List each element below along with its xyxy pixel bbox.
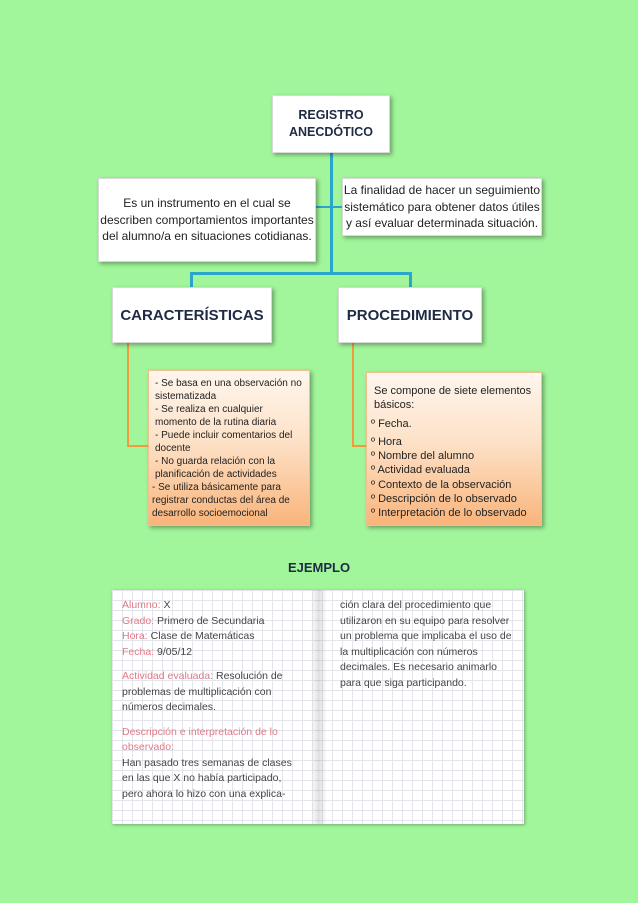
characteristics-title: CARACTERÍSTICAS — [120, 306, 264, 324]
notebook-right-page — [340, 598, 512, 691]
root-title-line2: ANECDÓTICO — [288, 125, 374, 139]
characteristics-heading — [112, 287, 272, 343]
grado-line — [122, 614, 302, 630]
definition-right-text: La finalidad de hacer un seguimiento sistemático para obtener datos útiles y así evaluar determinada situación. — [343, 182, 541, 231]
root-title-line1: REGISTRO — [298, 108, 364, 123]
characteristic-item: - No guarda relación con la planificación de actividades — [155, 456, 277, 480]
connector-to-right-def — [333, 206, 342, 208]
root-node — [272, 95, 390, 153]
definition-left-text: Es un instrumento en el cual se describen comportamientos importantes del alumno/a en situaciones cotidianas. — [100, 195, 314, 244]
hora-value: Clase de Matemáticas — [147, 630, 255, 642]
branch-right-vertical — [352, 343, 354, 447]
hora-label: Hora: — [122, 630, 148, 642]
procedure-item: º Descripción de lo observado — [371, 493, 517, 506]
connector-to-left-def — [316, 206, 330, 208]
alumno-line — [122, 598, 302, 614]
actividad-value: Resolución de problemas de multiplicación con números decimales. — [122, 670, 283, 713]
notebook-left-page — [122, 598, 302, 802]
descripcion-continuation: ción clara del procedimiento que utilizaron en su equipo para resolver un problema que implicaba el uso de la multiplicación con números decimales. Es necesario animarlo para que siga participando. — [340, 599, 512, 689]
procedure-item: º Fecha. — [371, 417, 412, 430]
procedure-intro: Se compone de siete elementos básicos: — [374, 385, 532, 412]
branch-left-vertical — [127, 343, 129, 447]
branch-right-horizontal — [352, 445, 366, 447]
descripcion-label: Descripción e interpretación de lo observado: — [122, 725, 278, 753]
notebook-fold — [311, 590, 327, 824]
connector-left-down — [190, 272, 193, 287]
fecha-value: 9/05/12 — [154, 645, 193, 658]
grado-label: Grado: — [122, 614, 155, 627]
characteristics-list — [148, 370, 310, 526]
definition-right-box — [342, 178, 542, 236]
characteristic-item: - Se basa en una observación no sistematizada — [155, 378, 302, 402]
procedure-item: º Nombre del alumno — [371, 450, 475, 463]
definition-left-box — [98, 178, 316, 262]
characteristic-item: - Puede incluir comentarios del docente — [155, 430, 293, 454]
procedure-item: º Hora — [371, 435, 402, 448]
branch-left-horizontal — [127, 445, 148, 447]
example-notebook-image — [112, 590, 524, 824]
fecha-line — [122, 645, 302, 661]
connector-right-down — [409, 272, 412, 287]
procedure-list — [366, 372, 542, 526]
procedure-item: º Actividad evaluada — [371, 464, 470, 477]
connector-horizontal — [190, 272, 412, 275]
alumno-label: Alumno: — [122, 599, 161, 611]
fecha-label: Fecha: — [122, 645, 155, 658]
alumno-value: X — [160, 599, 171, 611]
actividad-label: Actividad evaluada: — [122, 670, 214, 682]
procedure-heading — [338, 287, 482, 343]
descripcion-paragraph — [122, 725, 302, 803]
procedure-item: º Contexto de la observación — [371, 478, 512, 491]
characteristic-item: - Se utiliza básicamente para registrar conductas del área de desarrollo socioemocional — [152, 482, 290, 519]
grado-value: Primero de Secundaria — [154, 614, 265, 627]
example-title: EJEMPLO — [287, 560, 351, 575]
descripcion-value: Han pasado tres semanas de clases en las que X no había participado, pero ahora lo hizo con una explica- — [122, 756, 292, 800]
procedure-title: PROCEDIMIENTO — [346, 306, 474, 324]
actividad-paragraph — [122, 669, 302, 716]
procedure-item: º Interpretación de lo observado — [371, 507, 527, 520]
connector-root-down — [330, 153, 333, 273]
hora-line — [122, 629, 302, 645]
characteristic-item: - Se realiza en cualquier momento de la rutina diaria — [155, 404, 277, 428]
